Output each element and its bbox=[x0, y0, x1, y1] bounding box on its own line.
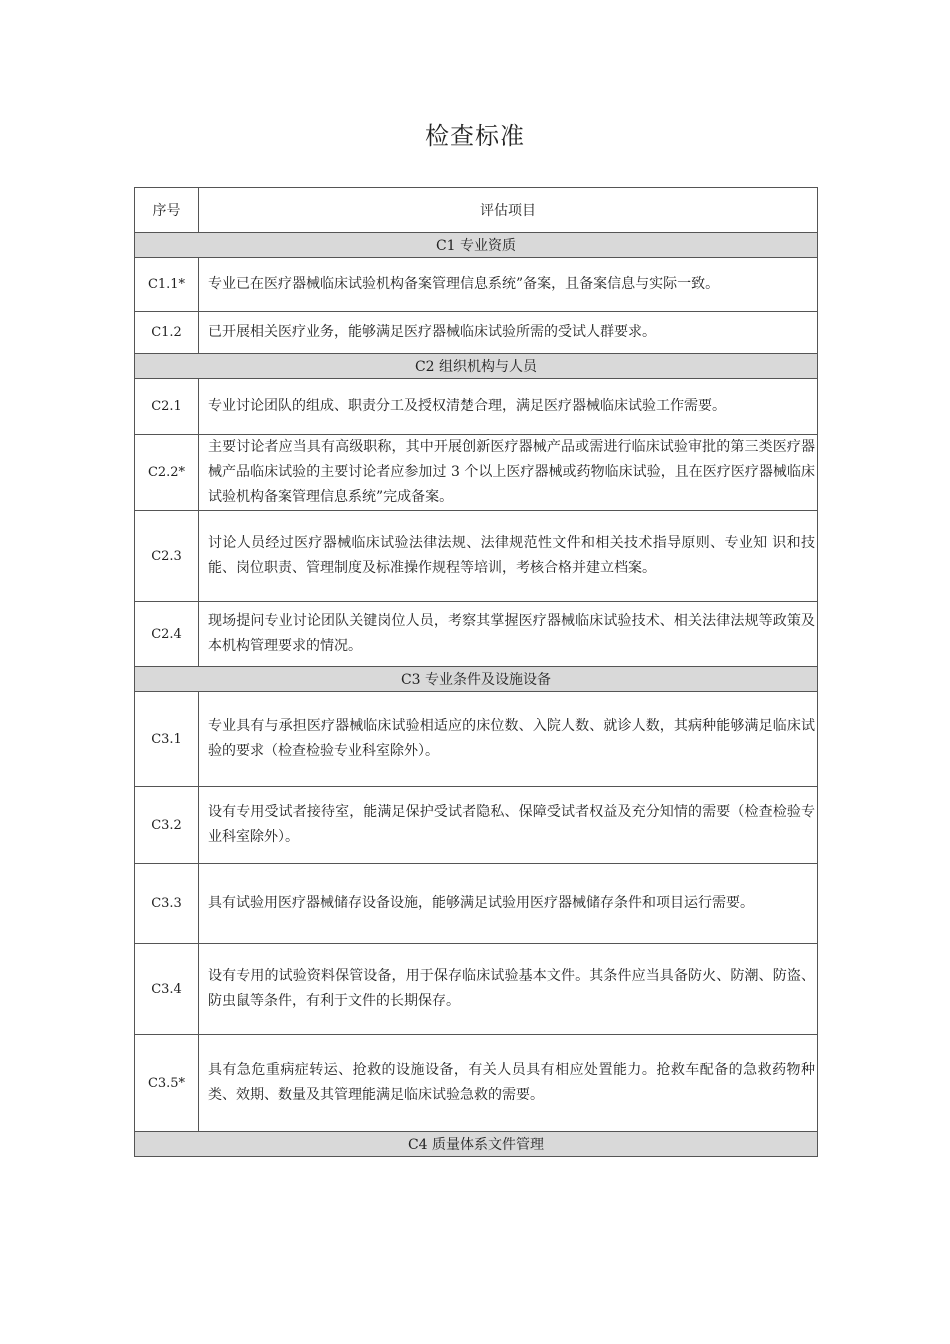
item-text: 主要讨论者应当具有高级职称，其中开展创新医疗器械产品或需进行临床试验审批的第三类医疗器械产品临床试验的主要讨论者应参加过 3 个以上医疗器械或药物临床试验，且在医疗医疗器械临床试验机构备案管理信息系统”完成备案。 bbox=[199, 435, 818, 511]
table-row bbox=[135, 258, 818, 312]
table-row bbox=[135, 1035, 818, 1132]
item-number: C2.3 bbox=[135, 511, 199, 602]
column-header-item: 评估项目 bbox=[199, 188, 818, 233]
column-header-number: 序号 bbox=[135, 188, 199, 233]
item-text: 设有专用受试者接待室，能满足保护受试者隐私、保障受试者权益及充分知情的需要（检查检验专业科室除外）。 bbox=[199, 787, 818, 864]
section-title: C4 质量体系文件管理 bbox=[135, 1132, 818, 1157]
table-row bbox=[135, 435, 818, 511]
item-text: 现场提问专业讨论团队关键岗位人员，考察其掌握医疗器械临床试验技术、相关法律法规等政策及本机构管理要求的情况。 bbox=[199, 602, 818, 667]
section-row bbox=[135, 1132, 818, 1157]
item-number: C1.1* bbox=[135, 258, 199, 312]
item-text: 设有专用的试验资料保管设备，用于保存临床试验基本文件。其条件应当具备防火、防潮、防盗、防虫鼠等条件，有利于文件的长期保存。 bbox=[199, 944, 818, 1035]
item-number: C2.1 bbox=[135, 379, 199, 435]
item-number: C3.3 bbox=[135, 864, 199, 944]
item-number: C1.2 bbox=[135, 312, 199, 354]
section-row bbox=[135, 354, 818, 379]
item-number: C2.4 bbox=[135, 602, 199, 667]
table-row bbox=[135, 602, 818, 667]
item-number: C3.5* bbox=[135, 1035, 199, 1132]
item-text: 具有试验用医疗器械储存设备设施，能够满足试验用医疗器械储存条件和项目运行需要。 bbox=[199, 864, 818, 944]
item-number: C2.2* bbox=[135, 435, 199, 511]
section-title: C1 专业资质 bbox=[135, 233, 818, 258]
item-text: 专业已在医疗器械临床试验机构备案管理信息系统”备案，且备案信息与实际一致。 bbox=[199, 258, 818, 312]
item-text: 已开展相关医疗业务，能够满足医疗器械临床试验所需的受试人群要求。 bbox=[199, 312, 818, 354]
table-row bbox=[135, 787, 818, 864]
item-number: C3.2 bbox=[135, 787, 199, 864]
item-text: 专业具有与承担医疗器械临床试验相适应的床位数、入院人数、就诊人数，其病种能够满足临床试验的要求（检查检验专业科室除外）。 bbox=[199, 692, 818, 787]
table-header-row bbox=[135, 188, 818, 233]
item-text: 专业讨论团队的组成、职责分工及授权清楚合理，满足医疗器械临床试验工作需要。 bbox=[199, 379, 818, 435]
table-row bbox=[135, 944, 818, 1035]
section-title: C3 专业条件及设施设备 bbox=[135, 667, 818, 692]
item-text: 具有急危重病症转运、抢救的设施设备，有关人员具有相应处置能力。抢救车配备的急救药物种类、效期、数量及其管理能满足临床试验急救的需要。 bbox=[199, 1035, 818, 1132]
section-title: C2 组织机构与人员 bbox=[135, 354, 818, 379]
criteria-table bbox=[134, 187, 818, 1157]
item-text: 讨论人员经过医疗器械临床试验法律法规、法律规范性文件和相关技术指导原则、专业知 识和技能、岗位职责、管理制度及标准操作规程等培训，考核合格并建立档案。 bbox=[199, 511, 818, 602]
item-number: C3.1 bbox=[135, 692, 199, 787]
table-row bbox=[135, 511, 818, 602]
section-row bbox=[135, 667, 818, 692]
item-number: C3.4 bbox=[135, 944, 199, 1035]
table-row bbox=[135, 692, 818, 787]
table-row bbox=[135, 864, 818, 944]
section-row bbox=[135, 233, 818, 258]
table-row bbox=[135, 312, 818, 354]
table-row bbox=[135, 379, 818, 435]
page-title: 检查标准 bbox=[425, 122, 525, 150]
